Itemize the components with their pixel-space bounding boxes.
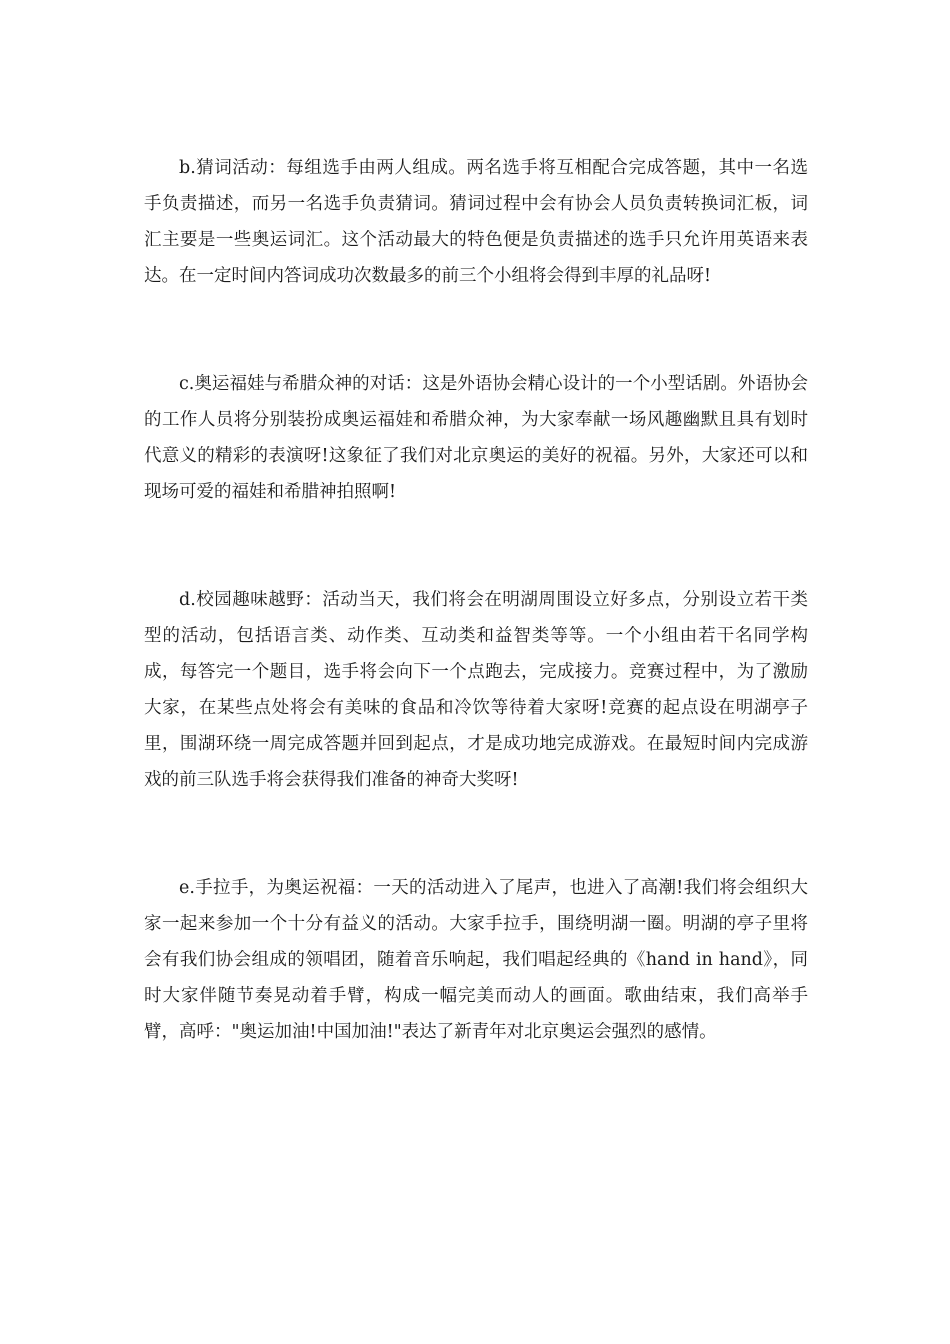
paragraph-fuwa-greek-gods-dialogue: c.奥运福娃与希腊众神的对话：这是外语协会精心设计的一个小型话剧。外语协会的工作人员将分别装扮成奥运福娃和希腊众神，为大家奉献一场风趣幽默且具有划时代意义的精彩的表演呀!这象征了我们对北京奥运的美好的祝福。另外，大家还可以和现场可爱的福娃和希腊神拍照啊! bbox=[144, 374, 808, 502]
document-body bbox=[144, 150, 808, 1050]
paragraph-guess-word-activity: b.猜词活动：每组选手由两人组成。两名选手将互相配合完成答题，其中一名选手负责描述，而另一名选手负责猜词。猜词过程中会有协会人员负责转换词汇板，词汇主要是一些奥运词汇。这个活动最大的特色便是负责描述的选手只允许用英语来表达。在一定时间内答词成功次数最多的前三个小组将会得到丰厚的礼品呀! bbox=[144, 158, 808, 286]
paragraph-hand-in-hand-blessing: e.手拉手，为奥运祝福：一天的活动进入了尾声，也进入了高潮!我们将会组织大家一起来参加一个十分有益义的活动。大家手拉手，围绕明湖一圈。明湖的亭子里将会有我们协会组成的领唱团，随着音乐响起，我们唱起经典的《hand in hand》，同时大家伴随节奏晃动着手臂，构成一幅完美而动人的画面。歌曲结束，我们高举手臂，高呼："奥运加油!中国加油!"表达了新青年对北京奥运会强烈的感情。 bbox=[144, 878, 808, 1042]
paragraph-campus-orienteering: d.校园趣味越野：活动当天，我们将会在明湖周围设立好多点，分别设立若干类型的活动，包括语言类、动作类、互动类和益智类等等。一个小组由若干名同学构成，每答完一个题目，选手将会向下一个点跑去，完成接力。竞赛过程中，为了激励大家，在某些点处将会有美味的食品和冷饮等待着大家呀!竞赛的起点设在明湖亭子里，围湖环绕一周完成答题并回到起点，才是成功地完成游戏。在最短时间内完成游戏的前三队选手将会获得我们准备的神奇大奖呀! bbox=[144, 590, 808, 790]
